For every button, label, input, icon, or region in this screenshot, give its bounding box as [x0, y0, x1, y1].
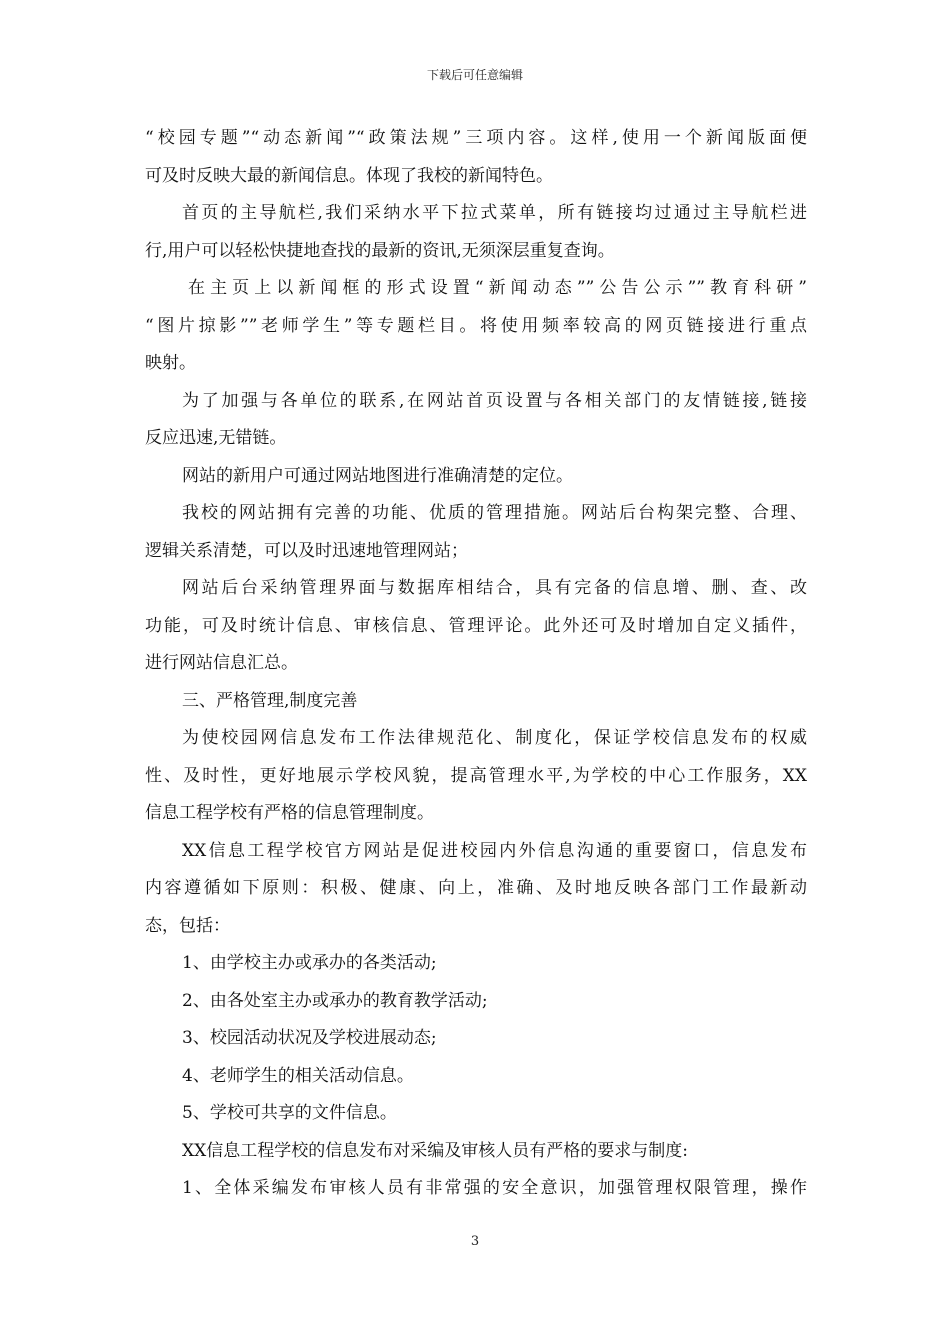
body-line: “图片掠影””老师学生”等专题栏目。将使用频率较高的网页链接进行重点	[145, 315, 807, 336]
list-item: 5、学校可共享的文件信息。	[182, 1103, 397, 1123]
body-line: “校园专题”“动态新闻”“政策法规”三项内容。这样,使用一个新闻版面便	[145, 128, 807, 148]
list-item: 3、校园活动状况及学校进展动态;	[182, 1028, 437, 1048]
section-heading: 三、严格管理,制度完善	[182, 690, 358, 711]
body-line: XX信息工程学校官方网站是促进校园内外信息沟通的重要窗口，信息发布	[182, 840, 807, 861]
body-line: 可及时反映大最的新闻信息。体现了我校的新闻特色。	[145, 165, 553, 186]
list-item: 1、全体采编发布审核人员有非常强的安全意识，加强管理权限管理，操作	[182, 1178, 807, 1198]
body-line: 我校的网站拥有完善的功能、优质的管理措施。网站后台构架完整、合理、	[182, 503, 807, 523]
body-line: 为使校园网信息发布工作法律规范化、制度化，保证学校信息发布的权威	[182, 728, 807, 748]
body-line: 功能，可及时统计信息、审核信息、管理评论。此外还可及时增加自定义插件，	[145, 615, 807, 636]
body-line: 态，包括：	[145, 915, 230, 936]
body-line: 网站后台采纳管理界面与数据库相结合，具有完备的信息增、删、查、改	[182, 578, 807, 598]
body-line: 为了加强与各单位的联系,在网站首页设置与各相关部门的友情链接,链接	[182, 390, 807, 411]
body-line: 逻辑关系清楚，可以及时迅速地管理网站；	[145, 540, 468, 561]
body-line: 网站的新用户可通过网站地图进行准确清楚的定位。	[182, 465, 573, 486]
list-item: 4、老师学生的相关活动信息。	[182, 1065, 414, 1086]
body-line: 在主页上以新闻框的形式设置“新闻动态””公告公示””教育科研”	[188, 278, 807, 298]
list-item: 1、由学校主办或承办的各类活动;	[182, 953, 437, 973]
page-header: 下载后可任意编辑	[426, 68, 523, 82]
body-line: 反应迅速,无错链。	[145, 428, 287, 448]
document-body	[145, 120, 807, 1208]
body-line: 映射。	[145, 353, 196, 373]
list-item: 2、由各处室主办或承办的教育教学活动;	[182, 990, 488, 1011]
body-line: 内容遵循如下原则：积极、健康、向上，准确、及时地反映各部门工作最新动	[145, 878, 807, 898]
body-line: 性、及时性，更好地展示学校风貌，提高管理水平,为学校的中心工作服务，XX	[145, 765, 807, 786]
body-line: XX信息工程学校的信息发布对采编及审核人员有严格的要求与制度:	[182, 1140, 688, 1161]
page-number: 3	[470, 1234, 480, 1249]
body-line: 首页的主导航栏,我们采纳水平下拉式菜单，所有链接均过通过主导航栏进	[182, 203, 807, 223]
body-line: 行,用户可以轻松快捷地查找的最新的资讯,无须深层重复查询。	[145, 240, 615, 261]
body-line: 信息工程学校有严格的信息管理制度。	[145, 803, 434, 823]
body-line: 进行网站信息汇总。	[145, 653, 298, 673]
